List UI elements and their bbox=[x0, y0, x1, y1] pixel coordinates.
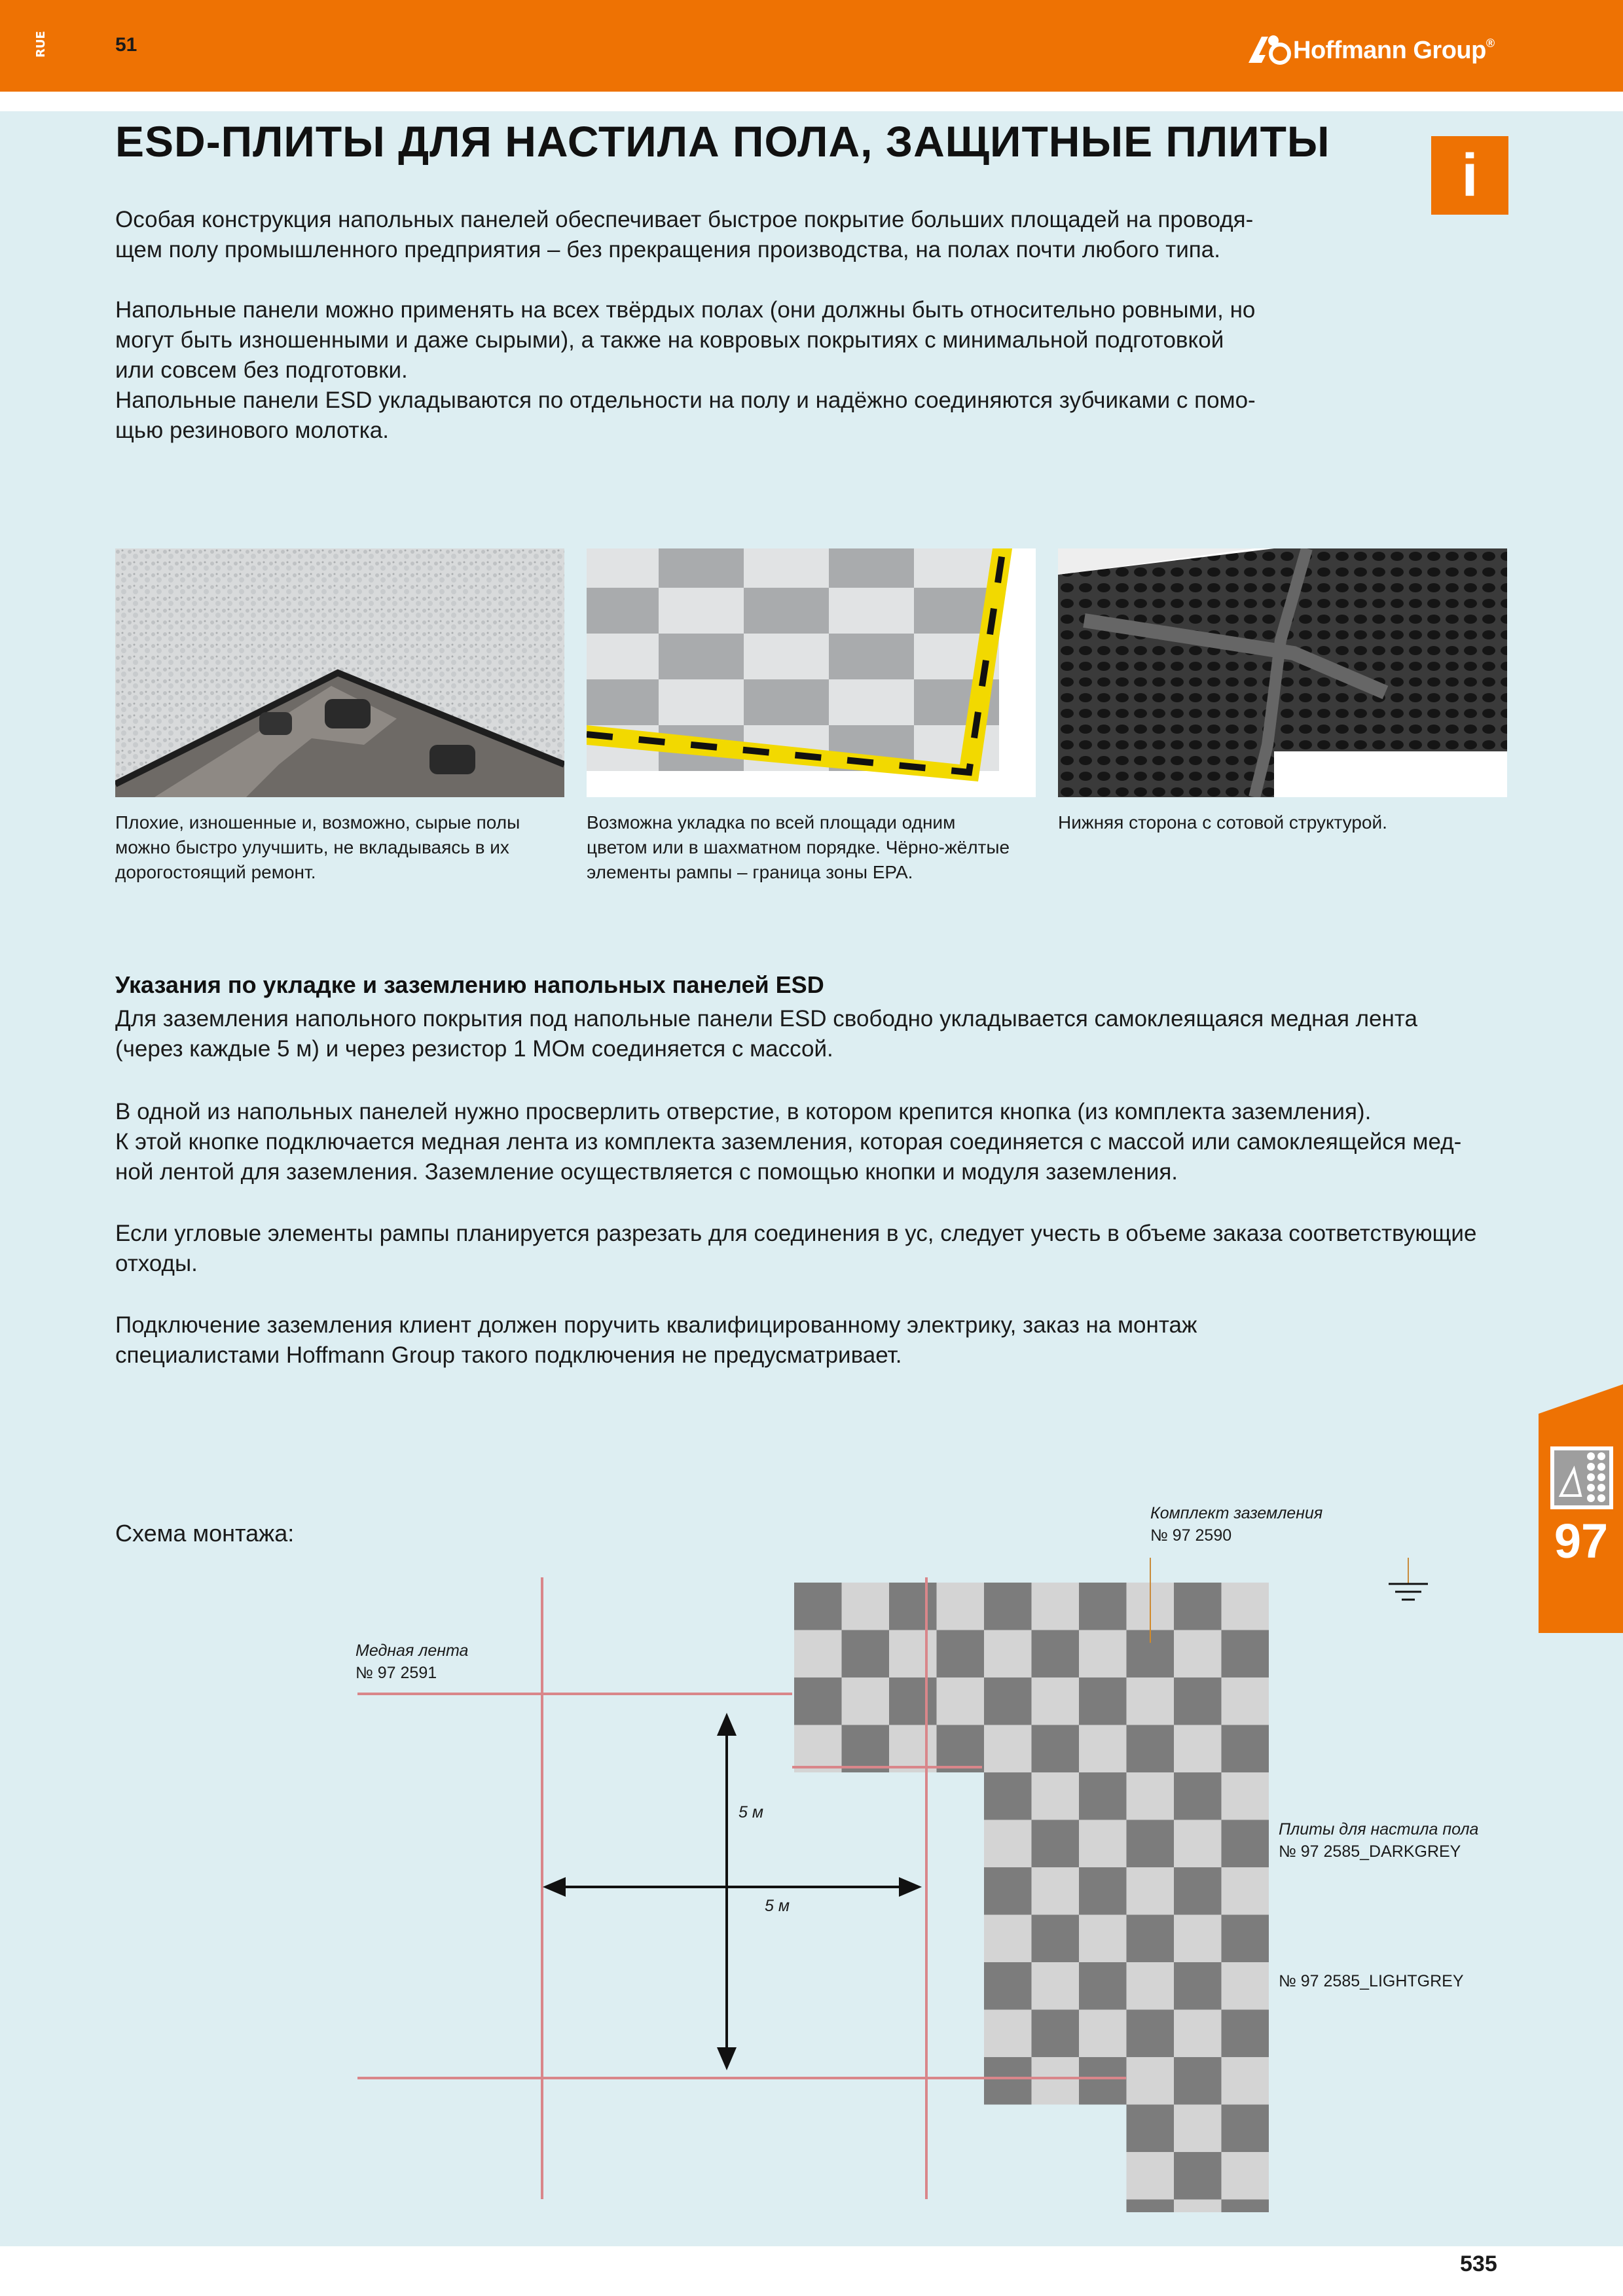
floor-tile bbox=[984, 1820, 1032, 1868]
floor-tile bbox=[1127, 2057, 1175, 2105]
floor-tile bbox=[984, 1583, 1032, 1630]
floor-tile bbox=[1174, 1820, 1222, 1868]
floor-tile bbox=[1222, 1725, 1269, 1773]
floor-tile bbox=[1127, 1867, 1175, 1915]
floor-tile bbox=[1174, 1630, 1222, 1678]
floor-tile bbox=[1032, 1772, 1080, 1820]
section-heading: Указания по укладке и заземлению напольных панелей ESD bbox=[115, 971, 824, 998]
floor-tile bbox=[1174, 1915, 1222, 1963]
floor-tile bbox=[1079, 1630, 1127, 1678]
floor-tiles bbox=[794, 1583, 1269, 2212]
category-number: 97 bbox=[1554, 1514, 1609, 1568]
floor-tile bbox=[984, 2057, 1032, 2105]
floor-tile bbox=[1127, 1677, 1175, 1725]
photo-caption-2: Возможна укладка по всей площади одним цветом или в шахматном порядке. Чёрно-жёлтые элементы рампы – граница зоны EPA. bbox=[587, 812, 1010, 882]
floor-tile bbox=[1127, 2200, 1175, 2213]
floor-tile bbox=[1127, 2152, 1175, 2200]
floor-tile bbox=[1222, 1677, 1269, 1725]
floor-tile bbox=[1032, 1583, 1080, 1630]
floor-tile bbox=[1222, 1772, 1269, 1820]
floor-tile bbox=[1032, 2010, 1080, 2058]
floor-tile bbox=[1127, 1772, 1175, 1820]
floor-tile bbox=[842, 1630, 890, 1678]
floor-tile bbox=[1127, 1820, 1175, 1868]
floor-tile bbox=[937, 1630, 985, 1678]
floor-tile bbox=[1174, 1867, 1222, 1915]
floor-tile bbox=[1174, 2152, 1222, 2200]
floor-tile bbox=[1079, 1867, 1127, 1915]
floor-tile bbox=[1127, 2105, 1175, 2153]
floor-tile bbox=[1222, 1915, 1269, 1963]
floor-tile bbox=[1079, 1677, 1127, 1725]
honeycomb-underside-photo bbox=[1058, 548, 1507, 797]
floor-tile bbox=[889, 1630, 937, 1678]
floor-tile bbox=[1174, 1583, 1222, 1630]
floor-tile bbox=[1032, 1915, 1080, 1963]
info-icon: i bbox=[1431, 136, 1508, 215]
instructions-paragraph-4: Подключение заземления клиент должен поручить квалифицированному электрику, заказ на монтаж специалистами Hoffmann Group такого подключения не предусматривает. bbox=[115, 1312, 1197, 1368]
floor-tile bbox=[794, 1630, 842, 1678]
installation-diagram bbox=[0, 1558, 1623, 2212]
floor-tile bbox=[842, 1677, 890, 1725]
floor-tile bbox=[1222, 2152, 1269, 2200]
copper-tape-label: Медная лента № 97 2591 bbox=[356, 1641, 469, 1682]
floor-tile bbox=[1174, 1772, 1222, 1820]
intro-paragraph-1: Особая конструкция напольных панелей обеспечивает быстрое покрытие больших площадей на проводя- щем полу промышленного предприятия – без прекращения производства, на полах почти любого типа. bbox=[115, 207, 1254, 262]
floor-tile bbox=[1079, 1772, 1127, 1820]
diagram-label: Схема монтажа: bbox=[115, 1520, 295, 1547]
floor-tile bbox=[1127, 1915, 1175, 1963]
floor-tile bbox=[1127, 2010, 1175, 2058]
floor-tile bbox=[1079, 1915, 1127, 1963]
intro-paragraph-2: Напольные панели можно применять на всех твёрдых полах (они должны быть относительно ровными, но могут быть изношенными и даже сырыми), а также на ковровых покрытиях с минимальной подготовкой или совсем без подготовки. Напольные панели ESD укладываются по отдельности на полу и надёжно соединяются зубчиками с помо- щью резинового молотка. bbox=[115, 297, 1256, 443]
floor-tile bbox=[984, 1915, 1032, 1963]
instructions-paragraph-2: В одной из напольных панелей нужно просверлить отверстие, в котором крепится кнопка (из комплекта заземления). К этой кнопке подключается медная лента из комплекта заземления, которая соединяется с массой или самоклеящейся мед- ной лентой для заземления. Заземление осуществляется с помощью кнопки и модуля заземления. bbox=[115, 1099, 1462, 1185]
floor-tile bbox=[1174, 1677, 1222, 1725]
floor-tile bbox=[1079, 2010, 1127, 2058]
floor-tile bbox=[1079, 1725, 1127, 1773]
footer-page-number: 535 bbox=[1460, 2251, 1497, 2276]
floor-tile bbox=[937, 1583, 985, 1630]
floor-tile bbox=[1127, 1962, 1175, 2010]
instructions-paragraph-3: Если угловые элементы рампы планируется разрезать для соединения в ус, следует учесть в объеме заказа соответствующие отходы. bbox=[115, 1221, 1477, 1276]
instructions-paragraph-1: Для заземления напольного покрытия под напольные панели ESD свободно укладывается самоклеящаяся медная лента (через каждые 5 м) и через резистор 1 МОм соединяется с массой. bbox=[115, 1006, 1417, 1062]
floor-tile bbox=[1222, 2105, 1269, 2153]
floor-tile bbox=[889, 1583, 937, 1630]
floor-tile bbox=[889, 1725, 937, 1773]
floor-tile bbox=[1032, 1820, 1080, 1868]
floor-tile bbox=[1222, 2010, 1269, 2058]
floor-tile bbox=[1174, 2200, 1222, 2213]
brand-name: Hoffmann Group® bbox=[1293, 37, 1495, 64]
horizontal-distance-label: 5 м bbox=[765, 1897, 790, 1915]
photo-caption-3: Нижняя сторона с сотовой структурой. bbox=[1058, 812, 1387, 833]
floor-tile bbox=[1079, 1583, 1127, 1630]
floor-tile bbox=[1174, 2105, 1222, 2153]
floor-tile bbox=[984, 1725, 1032, 1773]
floor-tile bbox=[889, 1677, 937, 1725]
floor-tile bbox=[1127, 1725, 1175, 1773]
plates-lightgrey-label: № 97 2585_LIGHTGREY bbox=[1279, 1972, 1464, 1990]
floor-tile bbox=[794, 1725, 842, 1773]
floor-tile bbox=[1222, 1820, 1269, 1868]
ground-symbol-icon bbox=[1389, 1584, 1428, 1600]
floor-tile bbox=[937, 1677, 985, 1725]
page-title: ESD-ПЛИТЫ ДЛЯ НАСТИЛА ПОЛА, ЗАЩИТНЫЕ ПЛИТЫ bbox=[115, 117, 1330, 166]
floor-tile bbox=[1032, 1677, 1080, 1725]
floor-tile bbox=[984, 1677, 1032, 1725]
grounding-kit-label: Комплект заземления № 97 2590 bbox=[1150, 1504, 1323, 1545]
floor-tile bbox=[842, 1725, 890, 1773]
floor-tile bbox=[1032, 1630, 1080, 1678]
vertical-distance-label: 5 м bbox=[739, 1803, 763, 1821]
floor-tile bbox=[1079, 1962, 1127, 2010]
plates-label: Плиты для настила пола № 97 2585_DARKGREY bbox=[1279, 1820, 1479, 1861]
header-page-number: 51 bbox=[115, 34, 137, 56]
floor-tile bbox=[984, 1630, 1032, 1678]
floor-tile bbox=[1174, 1962, 1222, 2010]
floor-tile bbox=[984, 1772, 1032, 1820]
floor-tile bbox=[1174, 2057, 1222, 2105]
floor-tile bbox=[984, 2010, 1032, 2058]
checkerboard-floor-photo bbox=[587, 548, 1036, 797]
floor-tile bbox=[1222, 2057, 1269, 2105]
floor-tile bbox=[1222, 1867, 1269, 1915]
floor-tile bbox=[1222, 1630, 1269, 1678]
floor-tile bbox=[984, 1867, 1032, 1915]
floor-tile bbox=[937, 1725, 985, 1773]
floor-tile bbox=[1174, 2010, 1222, 2058]
photo-caption-1: Плохие, изношенные и, возможно, сырые полы можно быстро улучшить, не вкладываясь в их дорогостоящий ремонт. bbox=[115, 812, 520, 882]
floor-tile bbox=[1079, 2057, 1127, 2105]
floor-tile bbox=[1032, 1867, 1080, 1915]
floor-tile bbox=[1032, 2057, 1080, 2105]
floor-tile bbox=[1032, 1725, 1080, 1773]
floor-tile bbox=[794, 1677, 842, 1725]
floor-tile bbox=[1222, 1583, 1269, 1630]
floor-tile bbox=[1032, 1962, 1080, 2010]
floor-tile bbox=[1222, 2200, 1269, 2213]
language-code: RUE bbox=[34, 31, 48, 58]
floor-tile bbox=[1174, 1725, 1222, 1773]
floor-tile bbox=[842, 1583, 890, 1630]
floor-tile bbox=[794, 1583, 842, 1630]
floor-tile bbox=[984, 1962, 1032, 2010]
floor-tile bbox=[1222, 1962, 1269, 2010]
worn-floor-photo bbox=[115, 548, 564, 797]
floor-tile bbox=[1079, 1820, 1127, 1868]
